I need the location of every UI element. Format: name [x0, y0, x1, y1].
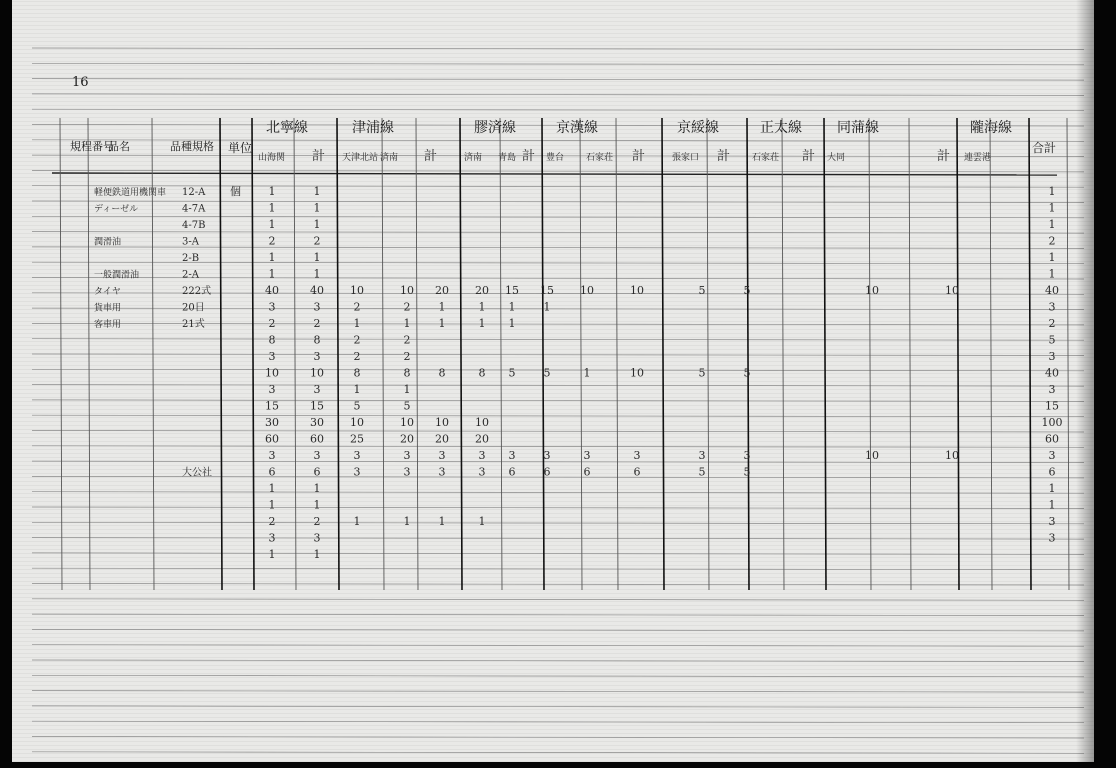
ruled-line	[32, 507, 1084, 509]
row-value: 6	[583, 465, 591, 479]
row-total: 2	[1048, 317, 1056, 330]
row-spec: 222式	[182, 286, 212, 297]
ruled-line	[32, 492, 1084, 494]
row-value: 1	[268, 251, 276, 264]
column-rule	[1067, 118, 1069, 590]
column-rule	[460, 118, 462, 590]
ruled-line	[32, 752, 1084, 754]
ruled-line	[32, 415, 1084, 417]
row-value: 3	[478, 465, 486, 479]
row-value: 8	[438, 366, 446, 380]
header-sub-label: 済南	[464, 153, 483, 163]
row-value: 15	[265, 399, 279, 413]
row-value: 20	[435, 284, 449, 297]
row-value: 25	[350, 432, 364, 446]
row-value: 2	[268, 515, 276, 528]
column-rule	[580, 118, 582, 590]
row-value: 6	[313, 465, 321, 479]
row-value: 3	[403, 449, 411, 462]
header-left-label: 規程番号	[70, 140, 114, 153]
page-mark: 16	[72, 75, 89, 90]
row-value: 10	[475, 416, 489, 429]
ruled-line	[32, 385, 1084, 387]
row-value: 1	[583, 366, 591, 380]
header-sub-label: 青島	[498, 153, 517, 163]
column-rule	[220, 118, 222, 590]
ruled-line	[32, 369, 1084, 371]
row-value: 1	[478, 317, 486, 330]
ruled-line	[32, 691, 1084, 693]
row-total: 15	[1045, 399, 1059, 413]
row-value: 1	[268, 498, 276, 512]
row-value: 3	[508, 449, 516, 462]
row-value: 60	[265, 432, 279, 446]
row-total: 40	[1045, 366, 1059, 380]
row-item-name: ディーゼル	[94, 204, 139, 215]
header-left-label: 品名	[108, 140, 130, 153]
row-value: 1	[403, 383, 411, 396]
row-total: 1	[1048, 201, 1056, 215]
row-value: 1	[313, 218, 321, 231]
row-spec: 2-A	[182, 269, 199, 281]
header-group-label: 京綏線	[677, 120, 719, 136]
row-value: 10	[265, 366, 279, 380]
row-value: 6	[508, 465, 516, 479]
header-sub-label: 済南	[380, 153, 399, 163]
row-item-name: 貨車用	[94, 303, 122, 314]
row-spec: 4-7A	[182, 203, 206, 215]
row-item-name: 一般潤滑油	[94, 270, 140, 281]
row-value: 1	[313, 267, 321, 281]
row-value: 2	[353, 333, 361, 347]
row-total: 2	[1048, 234, 1056, 248]
ruled-line	[32, 400, 1084, 402]
ruled-line	[32, 568, 1084, 570]
row-value: 15	[310, 399, 324, 413]
row-value: 10	[350, 416, 364, 429]
row-value: 5	[743, 465, 751, 479]
header-group-label: 津浦線	[352, 120, 394, 136]
row-value: 20	[435, 432, 449, 446]
row-value: 1	[268, 218, 276, 231]
ruled-line	[32, 614, 1084, 616]
row-total: 60	[1045, 432, 1059, 446]
row-value: 10	[945, 449, 959, 462]
row-value: 1	[543, 300, 551, 314]
ruled-line	[32, 706, 1084, 708]
row-value: 1	[268, 548, 276, 561]
row-item-name: 軽便鉄道用機関車	[94, 188, 167, 198]
row-value: 20	[475, 432, 489, 446]
row-value: 10	[630, 284, 644, 297]
row-value: 1	[268, 482, 276, 495]
row-value: 3	[313, 531, 321, 545]
row-value: 40	[310, 284, 324, 297]
row-value: 1	[478, 300, 486, 314]
ruled-line	[32, 94, 1084, 96]
row-unit: 個	[230, 185, 241, 198]
row-value: 10	[435, 416, 449, 429]
row-value: 1	[478, 515, 486, 528]
row-value: 3	[268, 350, 276, 363]
row-value: 1	[438, 300, 446, 314]
row-value: 6	[633, 465, 641, 479]
row-value: 1	[268, 201, 276, 215]
row-value: 3	[313, 350, 321, 363]
ruled-line	[32, 629, 1084, 631]
ruled-line	[32, 737, 1084, 739]
header-total-label: 合計	[1032, 141, 1057, 155]
header-sub-label: 山海関	[258, 153, 286, 163]
row-value: 10	[310, 366, 324, 380]
row-spec: 12-A	[182, 187, 206, 198]
ruled-line	[32, 584, 1084, 586]
ruled-line	[32, 79, 1084, 81]
column-rule	[782, 118, 784, 590]
row-value: 5	[543, 366, 551, 380]
ruled-line	[32, 109, 1084, 111]
header-group-label: 北寧線	[266, 120, 308, 136]
row-spec: 3-A	[182, 236, 199, 248]
column-rule	[909, 118, 911, 590]
row-total: 3	[1048, 383, 1056, 396]
row-value: 8	[268, 333, 276, 347]
row-value: 1	[353, 317, 361, 330]
header-sub-label: 計	[937, 149, 951, 164]
row-value: 8	[478, 366, 486, 380]
ruled-line	[32, 553, 1084, 555]
header-sub-label: 張家口	[672, 153, 700, 163]
row-value: 3	[313, 449, 321, 462]
row-value: 3	[543, 449, 551, 462]
column-rule	[707, 118, 709, 590]
row-value: 60	[310, 432, 324, 446]
row-value: 3	[438, 449, 446, 462]
row-value: 3	[268, 300, 276, 314]
header-sub-label: 連雲港	[964, 153, 992, 163]
column-rule	[747, 118, 749, 590]
row-spec: 21式	[182, 319, 205, 330]
row-total: 6	[1048, 465, 1056, 479]
row-value: 1	[438, 515, 446, 528]
row-value: 10	[865, 449, 879, 462]
row-spec: 2-B	[182, 253, 200, 264]
ruled-line	[32, 170, 1084, 172]
row-value: 2	[353, 350, 361, 363]
row-value: 2	[268, 234, 276, 248]
ruled-line	[32, 354, 1084, 356]
row-value: 1	[438, 317, 446, 330]
row-value: 8	[313, 333, 321, 347]
header-sub-label: 計	[424, 149, 438, 164]
ruled-line	[32, 645, 1084, 647]
row-value: 5	[743, 366, 751, 380]
row-value: 1	[313, 548, 321, 561]
row-value: 1	[313, 482, 321, 495]
row-total: 3	[1048, 531, 1056, 545]
column-rule	[252, 118, 254, 590]
row-value: 40	[265, 284, 279, 297]
row-value: 1	[313, 185, 321, 198]
row-value: 10	[580, 284, 594, 297]
row-value: 1	[268, 185, 276, 198]
row-value: 1	[353, 515, 361, 528]
ruled-line	[32, 201, 1084, 203]
ledger-grid	[12, 0, 1094, 762]
row-value: 10	[865, 284, 879, 297]
ruled-line	[32, 675, 1084, 677]
column-rule	[824, 118, 826, 590]
row-value: 3	[403, 465, 411, 479]
header-sub-label: 計	[312, 149, 326, 164]
row-value: 5	[353, 399, 361, 413]
header-group-label: 隴海線	[970, 120, 1012, 136]
ruled-line	[32, 461, 1084, 463]
row-spec: 4-7B	[182, 220, 206, 231]
row-total: 1	[1048, 267, 1056, 281]
row-value: 6	[543, 465, 551, 479]
row-total: 5	[1048, 333, 1056, 347]
row-value: 10	[350, 284, 364, 297]
row-item-name: 客車用	[94, 320, 122, 330]
header-sub-label: 豊台	[546, 153, 565, 163]
header-sub-label: 計	[522, 149, 536, 164]
row-value: 5	[403, 399, 411, 413]
row-value: 30	[265, 416, 279, 429]
column-rule	[416, 118, 418, 590]
column-rule	[616, 118, 618, 590]
row-total: 1	[1048, 185, 1056, 198]
column-rule	[990, 118, 992, 590]
row-item-name: タイヤ	[94, 287, 121, 297]
row-value: 1	[268, 267, 276, 281]
row-total: 100	[1041, 416, 1063, 429]
row-value: 5	[698, 465, 706, 479]
header-sub-label: 大同	[827, 153, 846, 163]
ruled-line	[32, 446, 1084, 448]
row-value: 1	[313, 251, 321, 264]
column-rule	[1029, 118, 1031, 590]
ruled-line	[32, 522, 1084, 524]
ruled-line	[32, 721, 1084, 723]
row-value: 2	[313, 234, 321, 248]
header-group-label: 京漢線	[556, 120, 598, 136]
row-total: 3	[1048, 515, 1056, 528]
ruled-line	[32, 660, 1084, 662]
row-value: 3	[633, 449, 641, 462]
column-rule	[957, 118, 959, 590]
row-value: 1	[313, 201, 321, 215]
ruled-line	[32, 48, 1084, 50]
row-value: 2	[313, 515, 321, 528]
row-value: 1	[313, 498, 321, 512]
scanned-ledger-page	[12, 0, 1094, 762]
header-group-label: 同蒲線	[837, 120, 879, 136]
header-sub-label: 天津北站	[342, 153, 379, 163]
row-spec: 大公社	[182, 467, 212, 479]
row-value: 2	[353, 300, 361, 314]
ruled-line	[32, 599, 1084, 601]
header-left-label: 品種規格	[170, 140, 214, 153]
column-rule	[294, 118, 296, 590]
row-value: 5	[698, 284, 706, 297]
row-value: 6	[268, 465, 276, 479]
ruled-line	[32, 63, 1084, 65]
row-total: 3	[1048, 300, 1056, 314]
header-group-label: 膠済線	[474, 120, 516, 136]
ruled-line	[32, 232, 1084, 234]
row-value: 1	[403, 515, 411, 528]
row-value: 3	[268, 383, 276, 396]
row-value: 10	[945, 284, 959, 297]
row-value: 15	[505, 284, 519, 297]
row-value: 5	[743, 284, 751, 297]
row-value: 3	[438, 465, 446, 479]
header-sub-label: 計	[632, 149, 646, 164]
row-value: 1	[508, 300, 516, 314]
column-rule	[337, 118, 339, 590]
column-rule	[662, 118, 664, 590]
ruled-line	[32, 339, 1084, 341]
row-value: 1	[403, 317, 411, 330]
column-rule	[500, 118, 502, 590]
header-sub-label: 石家荘	[752, 153, 780, 163]
row-value: 10	[400, 284, 414, 297]
row-value: 3	[313, 300, 321, 314]
header-sub-label: 計	[717, 149, 731, 164]
row-value: 2	[313, 317, 321, 330]
row-value: 15	[540, 284, 554, 297]
row-value: 5	[698, 366, 706, 380]
header-sub-label: 計	[802, 149, 816, 164]
column-rule	[542, 118, 544, 590]
header-rule	[52, 173, 1057, 175]
row-total: 1	[1048, 218, 1056, 231]
row-total: 1	[1048, 482, 1056, 495]
row-value: 30	[310, 416, 324, 429]
row-value: 10	[630, 366, 644, 380]
row-value: 20	[475, 284, 489, 297]
row-value: 8	[403, 366, 411, 380]
row-value: 3	[313, 383, 321, 396]
row-value: 2	[268, 317, 276, 330]
row-value: 3	[478, 449, 486, 462]
row-value: 3	[743, 449, 751, 462]
row-value: 3	[353, 465, 361, 479]
row-value: 2	[403, 333, 411, 347]
row-total: 3	[1048, 350, 1056, 363]
header-unit-label: 単位	[228, 141, 253, 155]
row-total: 40	[1045, 284, 1059, 297]
header-group-label: 正太線	[760, 120, 802, 136]
row-value: 20	[400, 432, 414, 446]
row-value: 1	[353, 383, 361, 396]
row-value: 5	[508, 366, 516, 380]
row-value: 8	[353, 366, 361, 380]
ruled-line	[32, 538, 1084, 540]
page-edge-shadow	[1076, 0, 1094, 762]
row-total: 1	[1048, 498, 1056, 512]
row-spec: 20日	[182, 302, 205, 314]
ruled-line	[32, 431, 1084, 433]
row-value: 3	[698, 449, 706, 462]
header-sub-label: 石家荘	[586, 153, 614, 163]
row-value: 3	[583, 449, 591, 462]
row-value: 2	[403, 350, 411, 363]
row-value: 3	[353, 449, 361, 462]
column-rule	[869, 118, 871, 590]
column-rule	[382, 118, 384, 590]
row-value: 2	[403, 300, 411, 314]
row-item-name: 潤滑油	[94, 237, 122, 248]
row-total: 3	[1048, 449, 1056, 462]
row-value: 3	[268, 531, 276, 545]
row-total: 1	[1048, 251, 1056, 264]
ruled-line	[32, 216, 1084, 218]
row-value: 3	[268, 449, 276, 462]
row-value: 10	[400, 416, 414, 429]
row-value: 1	[508, 317, 516, 330]
